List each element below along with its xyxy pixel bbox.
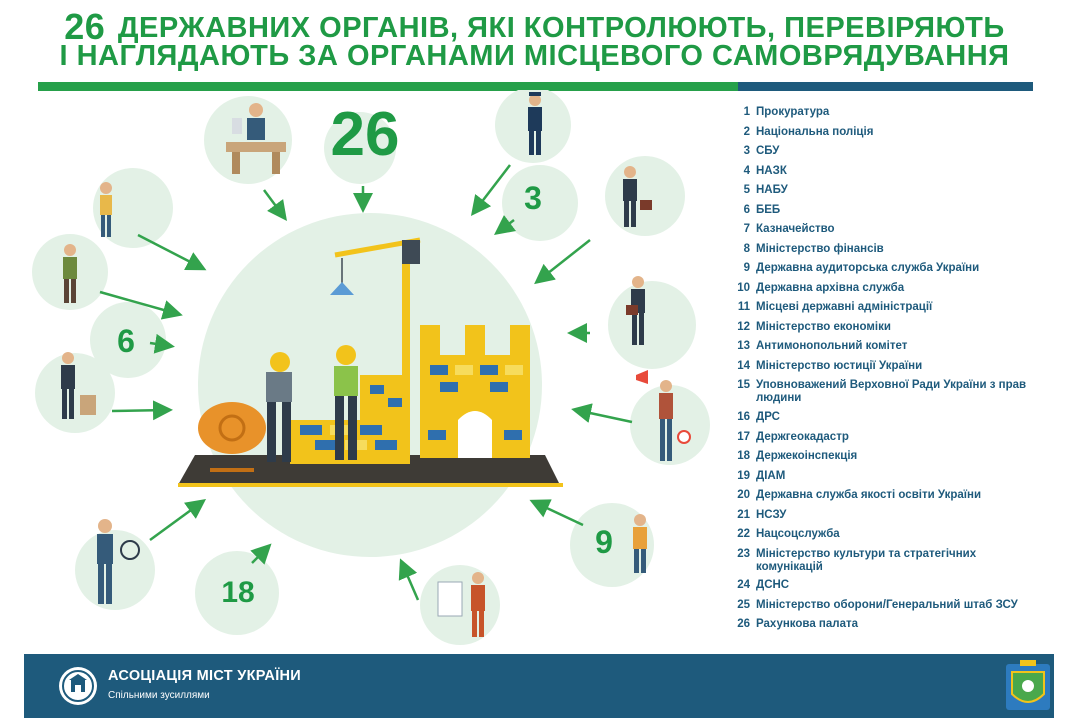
legend-number: 22 xyxy=(737,528,750,540)
title-line-2: І НАГЛЯДАЮТЬ ЗА ОРГАНАМИ МІСЦЕВОГО САМОВРЯДУВАННЯ xyxy=(59,40,1010,72)
legend-label: Державна аудиторська служба України xyxy=(756,262,980,274)
association-logo-icon xyxy=(58,666,98,706)
badge-6: 6 xyxy=(117,323,135,359)
legend-label: Місцеві державні адміністрації xyxy=(756,301,933,313)
legend-label: Державна архівна служба xyxy=(756,281,905,294)
legend-label: НСЗУ xyxy=(756,508,787,521)
legend-label: ДІАМ xyxy=(756,469,786,482)
castle-icon xyxy=(420,325,530,458)
legend-label: Рахункова палата xyxy=(756,618,859,630)
legend-number: 18 xyxy=(737,450,750,462)
legend-number: 9 xyxy=(743,262,750,274)
legend-label: Міністерство оборони/Генеральний штаб ЗСУ xyxy=(756,598,1018,611)
legend-number: 10 xyxy=(737,281,750,294)
legend-label: Міністерство юстиції України xyxy=(756,359,923,372)
footer-org-name: АСОЦІАЦІЯ МІСТ УКРАЇНИ xyxy=(108,668,301,684)
legend-label: Державна служба якості освіти України xyxy=(756,489,982,501)
title-number: 26 xyxy=(64,6,106,47)
page-header xyxy=(0,0,1069,90)
legend-label: ДСНС xyxy=(756,579,790,591)
arrow-9 xyxy=(112,410,168,411)
legend-label: Міністерство культури та стратегічних комунікацій xyxy=(756,547,977,573)
legend-number: 11 xyxy=(737,301,750,313)
legend-number: 26 xyxy=(737,618,750,630)
legend-label: Казначейство xyxy=(756,223,835,235)
legend-label: Уповноважений Верховної Ради України з прав людини xyxy=(756,379,1027,404)
legend-number: 21 xyxy=(737,508,750,521)
legend-number: 12 xyxy=(737,320,750,333)
arrow-5 xyxy=(538,240,590,281)
legend-label: НАБУ xyxy=(756,184,788,196)
title-text-1: ДЕРЖАВНИХ ОРГАНІВ, ЯКІ КОНТРОЛЮЮТЬ, ПЕРЕВІРЯЮТЬ xyxy=(117,12,1005,44)
legend-number: 6 xyxy=(743,203,750,216)
arrow-6 xyxy=(138,235,202,268)
legend-number: 23 xyxy=(737,547,750,560)
footer-slogan: Спільними зусиллями xyxy=(108,690,210,701)
badge-9: 9 xyxy=(595,524,613,560)
legend-label: Держекоінспекція xyxy=(756,450,858,462)
person-circle-10 xyxy=(608,281,696,369)
legend-label: Держгеокадастр xyxy=(756,430,849,443)
legend-label: БЕБ xyxy=(756,203,781,216)
badge-18: 18 xyxy=(221,576,255,609)
arrow-12 xyxy=(534,502,583,525)
legend-label: ДРС xyxy=(756,411,780,423)
coat-of-arms-icon xyxy=(1002,658,1054,716)
legend-number: 16 xyxy=(737,411,750,423)
legend-label: Прокуратура xyxy=(756,106,830,118)
legend-label: Нацсоцслужба xyxy=(756,528,840,540)
legend-label: Міністерство фінансів xyxy=(756,242,884,255)
legend-number: 25 xyxy=(737,598,750,611)
legend-label: Національна поліція xyxy=(756,125,874,138)
arrow-11 xyxy=(576,410,632,422)
legend-number: 19 xyxy=(737,469,750,482)
legend-number: 15 xyxy=(737,379,750,391)
legend-number: 3 xyxy=(743,145,750,157)
legend-number: 20 xyxy=(737,489,750,501)
legend-number: 14 xyxy=(737,359,750,372)
legend-label: Міністерство економіки xyxy=(756,320,891,333)
legend-number: 24 xyxy=(737,579,750,591)
legend-label: Антимонопольний комітет xyxy=(756,340,908,352)
footer-bar xyxy=(24,654,1054,718)
legend-number: 4 xyxy=(743,164,750,177)
scene-big-number: 26 xyxy=(330,100,400,169)
arrow-15 xyxy=(402,563,418,600)
ground-stripe xyxy=(178,483,563,487)
legend-number: 17 xyxy=(737,430,750,443)
legend-number: 5 xyxy=(743,184,750,196)
illustration xyxy=(0,90,720,650)
arrow-1 xyxy=(264,190,284,217)
person-circle-13 xyxy=(75,530,155,610)
legend-number: 8 xyxy=(743,242,750,255)
legend-label: НАЗК xyxy=(756,164,787,177)
legend-label: СБУ xyxy=(756,145,780,157)
arrow-13 xyxy=(150,502,202,540)
legend-number: 13 xyxy=(737,340,750,352)
legend-number: 2 xyxy=(743,125,750,138)
person-circle-9 xyxy=(605,156,685,236)
legend-number: 1 xyxy=(743,106,750,118)
legend-number: 7 xyxy=(743,223,750,235)
badge-3: 3 xyxy=(524,180,542,216)
